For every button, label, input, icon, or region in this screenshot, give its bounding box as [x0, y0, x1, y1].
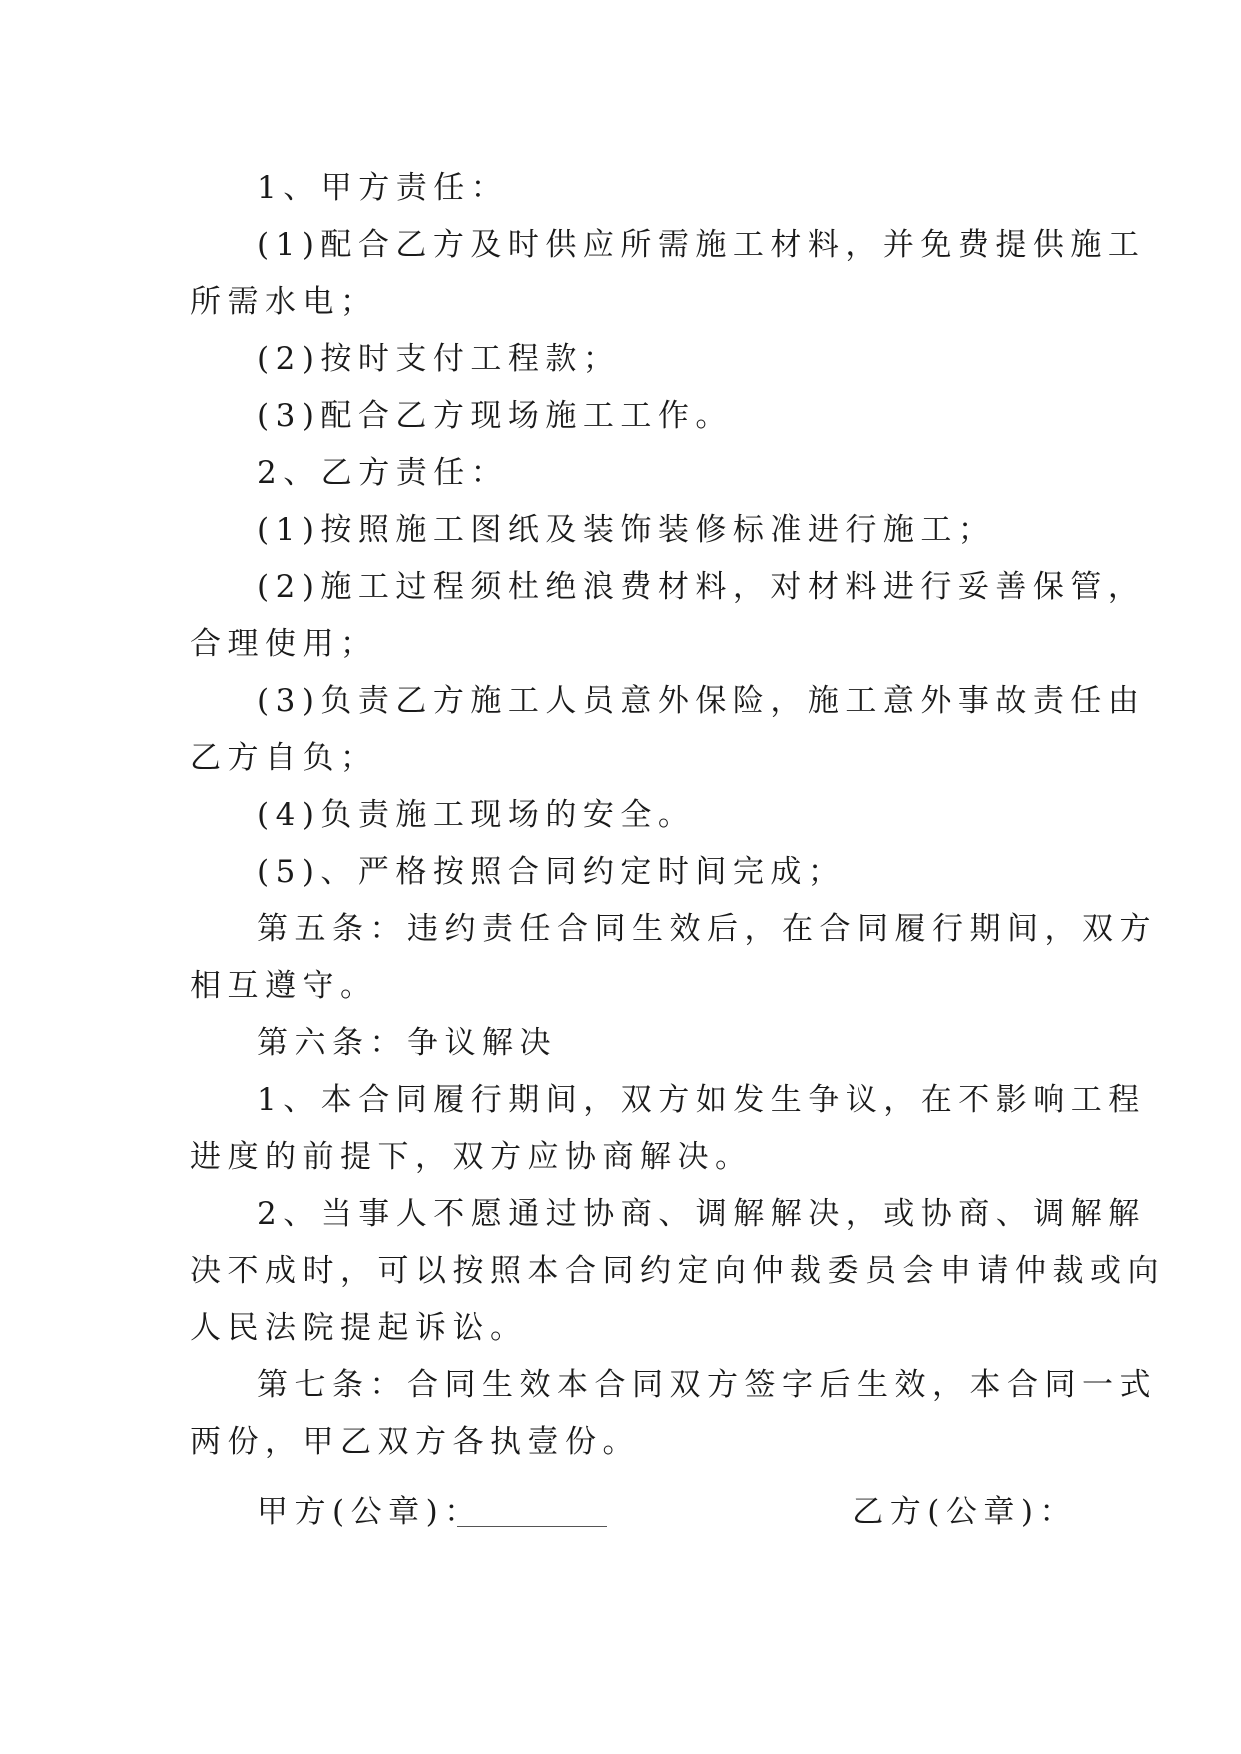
text-line: (4)负责施工现场的安全。	[257, 797, 696, 833]
text-line: 人民法院提起诉讼。	[190, 1310, 528, 1346]
text-line-article-5: 第五条：违约责任合同生效后，在合同履行期间，双方	[257, 911, 1157, 947]
party-b-seal-label: 乙方(公章)：	[852, 1494, 1077, 1530]
text-line: 两份，甲乙双方各执壹份。	[190, 1424, 640, 1460]
party-a-signature-blank	[457, 1526, 607, 1527]
text-line-article-7: 第七条：合同生效本合同双方签字后生效，本合同一式	[257, 1367, 1157, 1403]
text-line: (3)配合乙方现场施工工作。	[257, 398, 733, 434]
text-line-article-6: 第六条：争议解决	[257, 1025, 557, 1061]
text-line-party-a-duty-heading: 1、甲方责任：	[257, 170, 509, 206]
text-line-party-b-duty-heading: 2、乙方责任：	[257, 455, 509, 491]
text-line: 进度的前提下，双方应协商解决。	[190, 1139, 753, 1175]
text-line: (1)配合乙方及时供应所需施工材料，并免费提供施工	[257, 227, 1146, 263]
party-a-seal-label: 甲方(公章)：	[257, 1494, 482, 1530]
text-line: (1)按照施工图纸及装饰装修标准进行施工；	[257, 512, 996, 548]
text-line: 所需水电；	[190, 284, 378, 320]
text-line: (3)负责乙方施工人员意外保险，施工意外事故责任由	[257, 683, 1146, 719]
text-line: 乙方自负；	[190, 740, 378, 776]
text-line: (5)、严格按照合同约定时间完成；	[257, 854, 846, 890]
text-line: 2、当事人不愿通过协商、调解解决，或协商、调解解	[257, 1196, 1146, 1232]
signature-row	[257, 1492, 1077, 1538]
text-line: 相互遵守。	[190, 968, 378, 1004]
text-line: (2)施工过程须杜绝浪费材料，对材料进行妥善保管，	[257, 569, 1146, 605]
text-line: 合理使用；	[190, 626, 378, 662]
text-line: (2)按时支付工程款；	[257, 341, 621, 377]
text-line: 1、本合同履行期间，双方如发生争议，在不影响工程	[257, 1082, 1146, 1118]
text-line: 决不成时，可以按照本合同约定向仲裁委员会申请仲裁或向	[190, 1253, 1165, 1289]
